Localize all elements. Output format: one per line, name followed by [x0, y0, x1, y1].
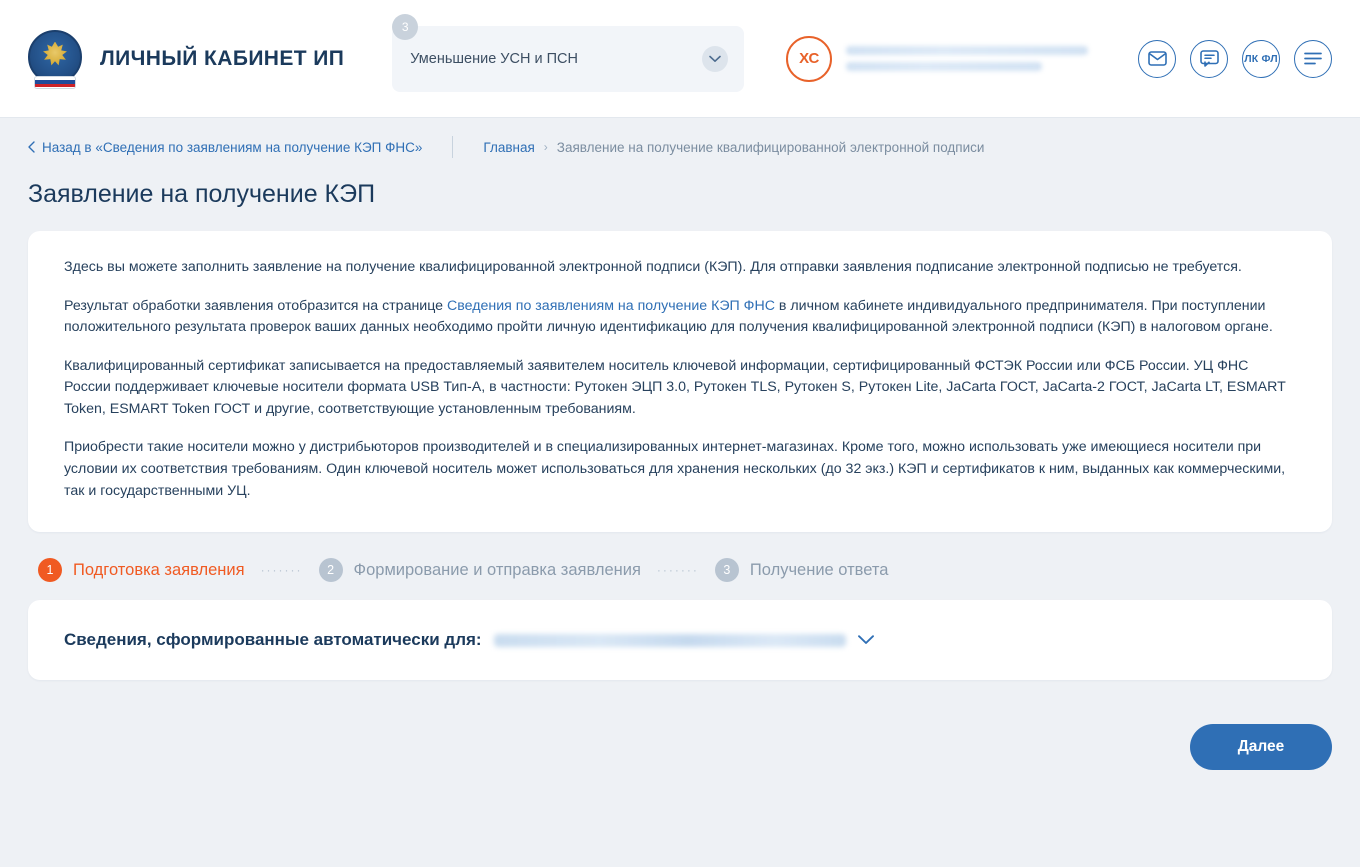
step-1-number: 1	[38, 558, 62, 582]
info-paragraph-3: Квалифицированный сертификат записывается на предоставляемый заявителем носитель ключевой информации, сертифицированный ФСТЭК России или ФСБ России. УЦ ФНС России поддерживает ключевые носители формата USB Тип-А, в частности: Рутокен ЭЦП 3.0, Рутокен TLS, Рутокен S, Рутокен Lite, JaCarta ГОСТ, JaCarta-2 ГОСТ, JaCarta LT, ESMART Token, ESMART Token ГОСТ и другие, соответствующие установленным требованиям.	[64, 357, 1286, 417]
step-3[interactable]	[715, 558, 889, 582]
info-p2-after: в личном кабинете индивидуального предпринимателя. При поступлении положительного результата проверок ваших данных необходимо пройти личную идентификацию для получения квалифицированной электронной подписи (КЭП) в налоговом органе.	[64, 297, 1273, 336]
info-paragraph-1: Здесь вы можете заполнить заявление на получение квалифицированной электронной подписи (КЭП). Для отправки заявления подписание электронной подписью не требуется.	[64, 259, 1242, 275]
chevron-left-icon	[28, 141, 35, 153]
back-link-label: Назад в «Сведения по заявлениям на получение КЭП ФНС»	[42, 139, 423, 155]
breadcrumb-home[interactable]: Главная	[483, 139, 535, 155]
next-button[interactable]: Далее	[1190, 724, 1332, 770]
kep-applications-link[interactable]: Сведения по заявлениям на получение КЭП ФНС	[447, 297, 775, 314]
expand-chevron-down-icon[interactable]	[858, 635, 874, 645]
app-header	[0, 0, 1360, 118]
page-title: Заявление на получение КЭП	[28, 180, 376, 208]
masked-entrepreneur-name	[494, 634, 846, 647]
selector-label: Уменьшение УСН и ПСН	[410, 50, 578, 67]
step-indicator	[38, 558, 1332, 582]
auto-data-panel[interactable]	[28, 600, 1332, 680]
user-name-masked	[846, 46, 1088, 71]
page-content	[0, 118, 1360, 770]
form-footer	[28, 724, 1332, 770]
fns-emblem-icon	[28, 30, 82, 88]
avatar: ХС	[786, 36, 832, 82]
selector-badge: 3	[392, 14, 418, 40]
info-card	[28, 231, 1332, 532]
info-paragraph-4: Приобрести такие носители можно у дистрибьюторов производителей и в специализированных интернет-магазинах. Кроме того, можно использовать уже имеющиеся носители при условии их соответствия требованиям. Один ключевой носитель может использоваться для хранения нескольких (до 32 экз.) КЭП и сертификатов к ним, выданных как коммерческими, так и государственными УЦ.	[64, 439, 1286, 499]
message-icon[interactable]	[1190, 40, 1228, 78]
breadcrumb-trail	[483, 140, 984, 155]
auto-data-title: Сведения, сформированные автоматически для:	[64, 630, 482, 650]
breadcrumb-divider	[452, 136, 453, 158]
brand-title: ЛИЧНЫЙ КАБИНЕТ ИП	[100, 46, 345, 70]
step-3-label: Получение ответа	[749, 560, 889, 579]
step-connector-2: ·······	[656, 563, 699, 578]
menu-icon[interactable]	[1294, 40, 1332, 78]
step-connector-1: ·······	[260, 563, 303, 578]
brand-logo[interactable]	[28, 30, 344, 88]
step-2-number: 2	[319, 558, 343, 582]
step-2-label: Формирование и отправка заявления	[353, 560, 641, 579]
step-2[interactable]	[319, 558, 641, 582]
step-3-number: 3	[715, 558, 739, 582]
header-actions	[1138, 40, 1332, 78]
info-paragraph-2	[64, 296, 1296, 339]
service-selector[interactable]	[392, 19, 744, 92]
breadcrumb	[28, 118, 1332, 176]
chevron-right-icon: ›	[543, 140, 548, 154]
info-p2-before: Результат обработки заявления отобразится на странице	[64, 297, 448, 314]
mail-icon[interactable]	[1138, 40, 1176, 78]
lkfl-link[interactable]: ЛК ФЛ	[1242, 40, 1280, 78]
step-1-label: Подготовка заявления	[73, 560, 245, 579]
user-block[interactable]	[786, 36, 1088, 82]
back-link[interactable]	[28, 140, 422, 155]
step-1[interactable]	[38, 558, 245, 582]
breadcrumb-current: Заявление на получение квалифицированной электронной подписи	[556, 139, 985, 155]
chevron-down-icon[interactable]	[702, 46, 728, 72]
